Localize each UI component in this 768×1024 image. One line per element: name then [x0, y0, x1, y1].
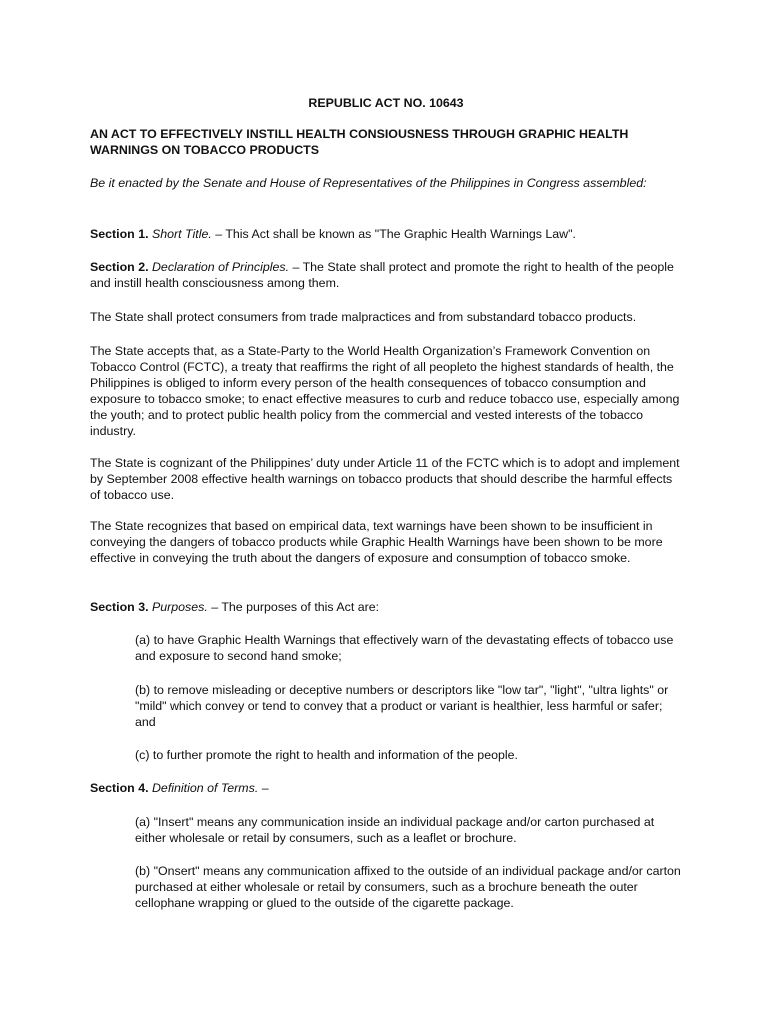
- section-title: Purposes.: [151, 600, 208, 614]
- section-3: [90, 599, 682, 615]
- section-text: – The State shall protect and promote the right to health of the people and instill health consciousness among them.: [90, 260, 674, 290]
- section-4-item-b: (b) "Onsert" means any communication affixed to the outside of an individual package and/or carton purchased at either wholesale or retail by consumers, such as a brochure beneath the outer cellophane wrapping or glued to the outside of the cigarette package.: [135, 864, 681, 910]
- section-3-item-b: (b) to remove misleading or deceptive numbers or descriptors like "low tar", "light", "ultra lights" or "mild" which convey or tend to convey that a product or variant is healthier, less harmful or safer; and: [135, 683, 669, 729]
- section-3-item-a: (a) to have Graphic Health Warnings that effectively warn of the devastating effects of tobacco use and exposure to second hand smoke;: [135, 633, 674, 663]
- section-title: Definition of Terms.: [151, 781, 259, 795]
- act-title: AN ACT TO EFFECTIVELY INSTILL HEALTH CONSIOUSNESS THROUGH GRAPHIC HEALTH WARNINGS ON TOBACCO PRODUCTS: [90, 127, 629, 157]
- section-3-item-c: (c) to further promote the right to health and information of the people.: [135, 748, 518, 762]
- section-2-paragraph-3: The State is cognizant of the Philippines’ duty under Article 11 of the FCTC which is to adopt and implement by September 2008 effective health warnings on tobacco products that should describe the harmful effects of tobacco use.: [90, 456, 680, 502]
- enacting-clause: Be it enacted by the Senate and House of Representatives of the Philippines in Congress assembled:: [90, 176, 647, 190]
- section-label: Section 2.: [90, 260, 149, 274]
- section-label: Section 4.: [90, 781, 149, 795]
- section-1: [90, 226, 682, 242]
- act-number: REPUBLIC ACT NO. 10643: [308, 96, 464, 110]
- section-title: Short Title.: [151, 227, 212, 241]
- section-2: [90, 259, 682, 291]
- section-text: –: [258, 781, 269, 795]
- section-2-paragraph-2: The State accepts that, as a State-Party to the World Health Organization’s Framework Convention on Tobacco Control (FCTC), a treaty that reaffirms the right of all peopleto the highest standards of health, the Philippines is obliged to inform every person of the health consequences of tobacco consumption and exposure to tobacco smoke; to enact effective measures to curb and reduce tobacco use, especially among the youth; and to protect public health policy from the commercial and vested interests of the tobacco industry.: [90, 344, 680, 438]
- section-title: Declaration of Principles.: [151, 260, 290, 274]
- section-2-paragraph-4: The State recognizes that based on empirical data, text warnings have been shown to be insufficient in conveying the dangers of tobacco products while Graphic Health Warnings have been shown to be more effective in conveying the truth about the dangers of exposure and consumption of tobacco smoke.: [90, 519, 663, 565]
- section-text: – This Act shall be known as "The Graphic Health Warnings Law".: [211, 227, 576, 241]
- section-label: Section 3.: [90, 600, 149, 614]
- section-4-item-a: (a) "Insert" means any communication inside an individual package and/or carton purchased at either wholesale or retail by consumers, such as a leaflet or brochure.: [135, 815, 655, 845]
- section-text: – The purposes of this Act are:: [207, 600, 380, 614]
- section-label: Section 1.: [90, 227, 149, 241]
- section-4: [90, 780, 682, 796]
- section-2-paragraph-1: The State shall protect consumers from trade malpractices and from substandard tobacco products.: [90, 310, 637, 324]
